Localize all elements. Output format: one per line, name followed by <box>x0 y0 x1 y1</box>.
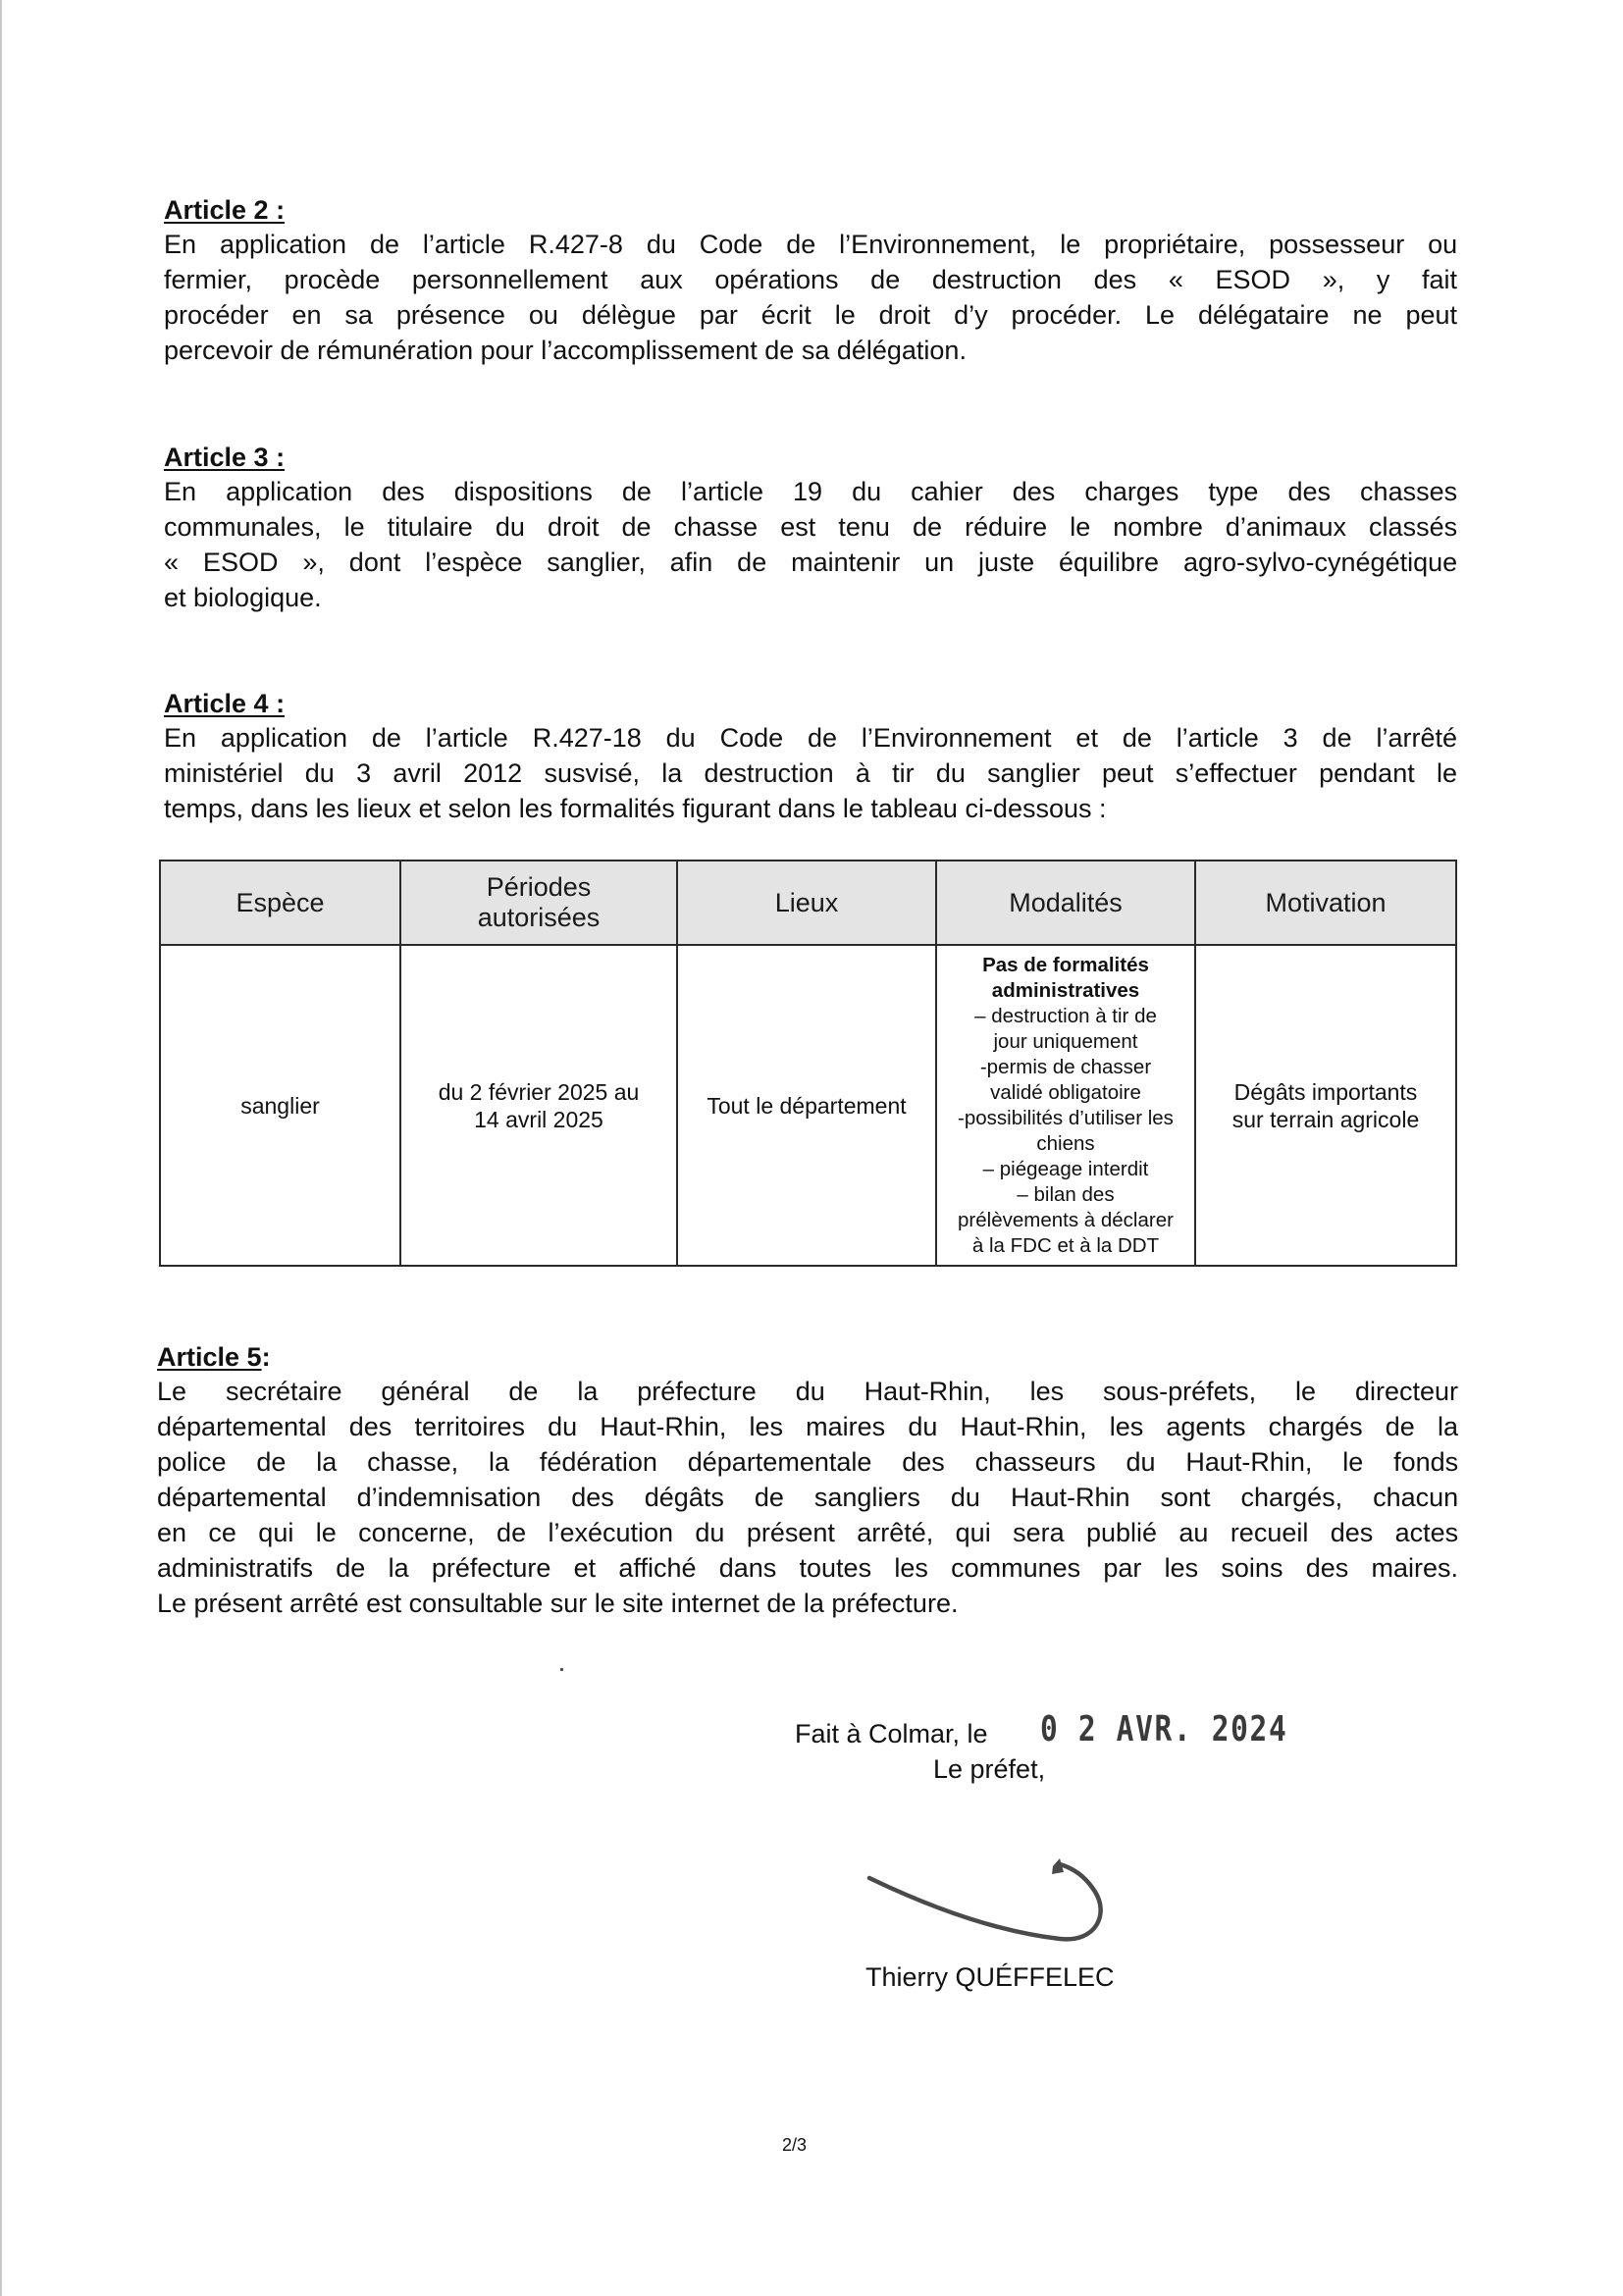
article-heading-label: Article 5 <box>157 1342 262 1372</box>
cell-text: – bilan des <box>1017 1182 1115 1206</box>
cell-text: jour uniquement <box>993 1029 1138 1053</box>
article-4 <box>164 687 1457 826</box>
article-heading-label: Article 4 <box>164 689 269 718</box>
cell-text: – piégeage interdit <box>982 1157 1149 1180</box>
scan-artifact-dot <box>560 1668 563 1671</box>
page-number: 2/3 <box>782 2135 808 2155</box>
article-heading-suffix: : <box>268 195 286 225</box>
text-line: En application des dispositions de l’article 19 du cahier des charges type des chasses <box>164 477 1458 506</box>
text-line: police de la chasse, la fédération départementale des chasseurs du Haut-Rhin, le fonds <box>157 1447 1459 1477</box>
cell-text: – destruction à tir de <box>974 1004 1157 1027</box>
cell-lieux <box>677 945 936 1266</box>
signer-name: Thierry QUÉFFELEC <box>865 1962 1115 1992</box>
text-line: départemental des territoires du Haut-Rhin, les maires du Haut-Rhin, les agents chargés de la <box>157 1412 1458 1441</box>
article-body <box>164 720 1457 826</box>
header-label: Espèce <box>236 887 325 917</box>
article-heading-suffix: : <box>268 443 286 472</box>
article-3 <box>164 441 1457 615</box>
article-5 <box>157 1340 1458 1621</box>
article-heading <box>157 1340 1458 1374</box>
cell-text-bold: administratives <box>991 978 1140 1002</box>
text-line: temps, dans les lieux et selon les formalités figurant dans le tableau ci-dessous : <box>164 794 1107 823</box>
cell-text: prélèvements à déclarer <box>958 1208 1174 1231</box>
cell-text: Tout le département <box>707 1092 907 1119</box>
header-lieux <box>677 861 936 945</box>
article-heading <box>164 193 1457 227</box>
table-header-row <box>160 861 1456 945</box>
text-line: en ce qui le concerne, de l’exécution du présent arrêté, qui sera publié au recueil des actes <box>157 1518 1459 1547</box>
cell-periodes <box>400 945 677 1266</box>
text-line: En application de l’article R.427-18 du Code de l’Environnement et de l’article 3 de l’arrêté <box>164 723 1457 753</box>
article-heading-label: Article 2 <box>164 195 269 225</box>
header-label: Modalités <box>1009 887 1123 917</box>
cell-text: -possibilités d’utiliser les <box>958 1106 1174 1129</box>
header-label: Motivation <box>1265 887 1387 917</box>
text-line: administratifs de la préfecture et affiché dans toutes les communes par les soins des maires. <box>157 1553 1458 1583</box>
article-body <box>164 474 1457 615</box>
text-line: « ESOD », dont l’espèce sanglier, afin de maintenir un juste équilibre agro-sylvo-cynégétique <box>164 548 1458 577</box>
destruction-table <box>159 860 1457 1267</box>
place-line: Fait à Colmar, le <box>795 1719 988 1748</box>
cell-text: chiens <box>1036 1131 1095 1155</box>
cell-text: Dégâts importants <box>1233 1078 1418 1105</box>
date-stamp: 0 2 AVR. 2024 <box>1040 1709 1288 1749</box>
article-2 <box>164 193 1457 368</box>
cell-modalites <box>936 945 1195 1266</box>
cell-text-bold: Pas de formalités <box>982 953 1149 976</box>
handwritten-signature <box>864 1854 1119 1972</box>
text-line: ministériel du 3 avril 2012 susvisé, la destruction à tir du sanglier peut s’effectuer pendant le <box>164 758 1457 788</box>
scan-edge <box>0 0 2 2296</box>
cell-text: -permis de chasser <box>979 1055 1152 1078</box>
table-row <box>160 945 1456 1266</box>
text-line: En application de l’article R.427-8 du Code de l’Environnement, le propriétaire, possesseur ou <box>164 230 1458 259</box>
text-line: Le secrétaire général de la préfecture du Haut-Rhin, les sous-préfets, le directeur <box>157 1377 1458 1406</box>
header-periodes <box>400 861 677 945</box>
cell-espece <box>160 945 400 1266</box>
header-label: Périodes <box>486 872 592 902</box>
signature-stroke <box>869 1864 1101 1939</box>
article-heading <box>164 687 1457 720</box>
article-heading-suffix: : <box>261 1342 271 1372</box>
cell-text: sanglier <box>240 1092 320 1119</box>
article-heading-suffix: : <box>268 689 286 718</box>
article-body <box>157 1374 1458 1621</box>
signature-flourish <box>1052 1858 1064 1874</box>
header-motivation <box>1195 861 1456 945</box>
cell-text: validé obligatoire <box>990 1080 1141 1104</box>
article-heading-label: Article 3 <box>164 443 269 472</box>
text-line: communales, le titulaire du droit de chasse est tenu de réduire le nombre d’animaux classés <box>164 512 1458 542</box>
text-line: et biologique. <box>164 583 322 612</box>
text-line: Le présent arrêté est consultable sur le site internet de la préfecture. <box>157 1589 959 1618</box>
article-body <box>164 227 1457 368</box>
header-label: Lieux <box>774 887 839 917</box>
cell-text: 14 avril 2025 <box>474 1106 603 1132</box>
text-line: fermier, procède personnellement aux opérations de destruction des « ESOD », y fait <box>164 265 1458 294</box>
signatory-title: Le préfet, <box>933 1754 1046 1784</box>
header-modalites <box>936 861 1195 945</box>
text-line: procéder en sa présence ou délègue par écrit le droit d’y procéder. Le délégataire ne peut <box>164 300 1457 330</box>
cell-text: sur terrain agricole <box>1231 1106 1420 1132</box>
text-line: départemental d’indemnisation des dégâts de sangliers du Haut-Rhin sont chargés, chacun <box>157 1483 1459 1512</box>
cell-motivation <box>1195 945 1456 1266</box>
article-heading <box>164 441 1457 474</box>
header-label: autorisées <box>477 903 601 932</box>
text-line: percevoir de rémunération pour l’accomplissement de sa délégation. <box>164 336 967 365</box>
cell-text: à la FDC et à la DDT <box>971 1233 1160 1257</box>
header-espece <box>160 861 400 945</box>
cell-text: du 2 février 2025 au <box>438 1078 640 1105</box>
